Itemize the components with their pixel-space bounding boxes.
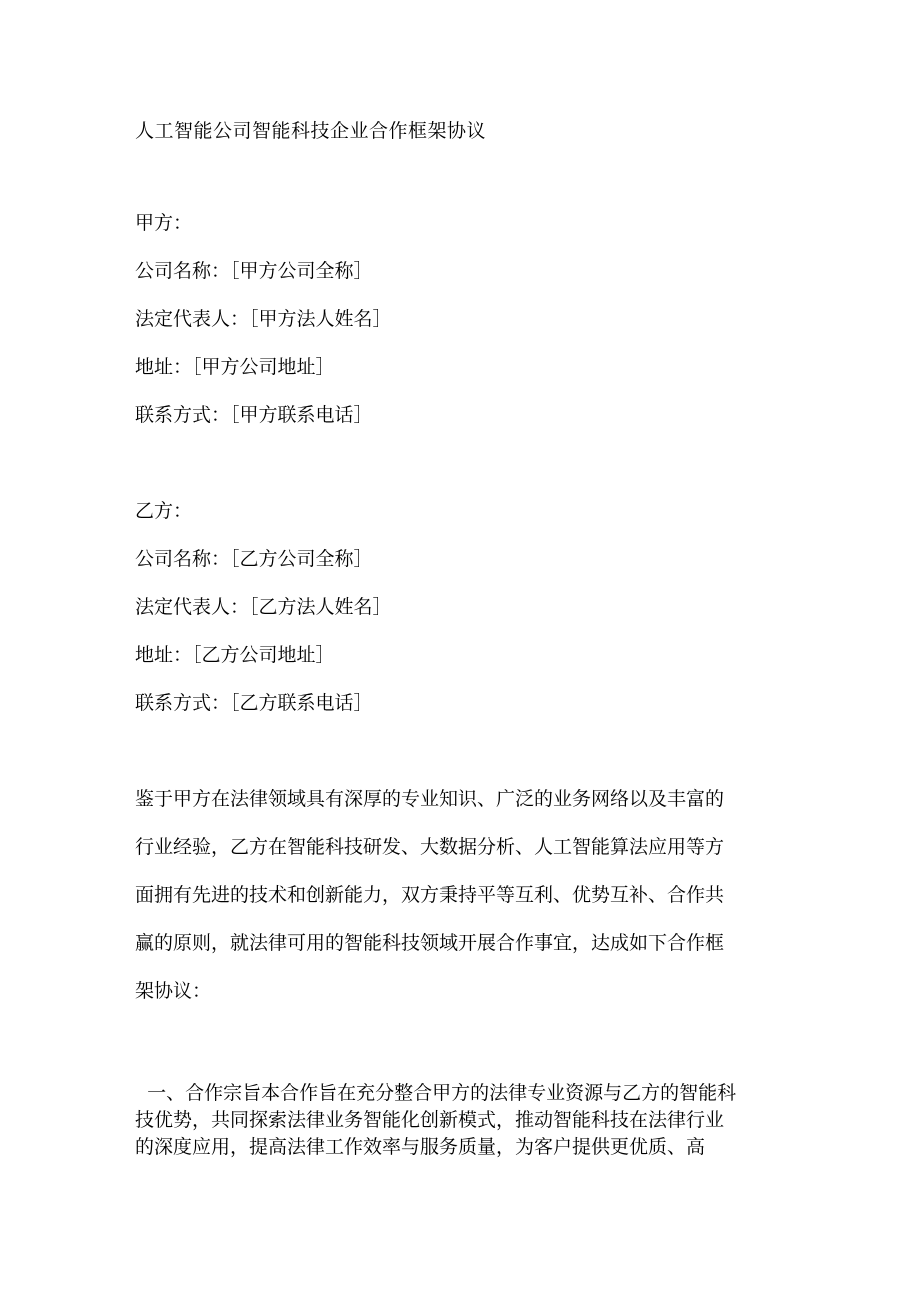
section-one-line: 的深度应用，提高法律工作效率与服务质量，为客户提供更优质、高: [135, 1136, 706, 1158]
party-a-contact: 联系方式：［甲方联系电话］: [135, 404, 373, 426]
preamble-line: 面拥有先进的技术和创新能力，双方秉持平等互利、优势互补、合作共: [135, 884, 725, 906]
party-b-representative: 法定代表人：［乙方法人姓名］: [135, 596, 392, 618]
party-a-heading: 甲方：: [135, 212, 193, 234]
party-a-representative: 法定代表人：［甲方法人姓名］: [135, 308, 392, 330]
party-b-contact: 联系方式：［乙方联系电话］: [135, 692, 373, 714]
preamble-line: 架协议：: [135, 980, 212, 1002]
preamble-line: 行业经验，乙方在智能科技研发、大数据分析、人工智能算法应用等方: [135, 836, 725, 858]
party-a-address: 地址：［甲方公司地址］: [135, 356, 335, 378]
document-title: 人工智能公司智能科技企业合作框架协议: [135, 120, 487, 142]
party-b-company: 公司名称：［乙方公司全称］: [135, 548, 373, 570]
party-b-heading: 乙方：: [135, 500, 193, 522]
party-a-company: 公司名称：［甲方公司全称］: [135, 260, 373, 282]
preamble-line: 鉴于甲方在法律领域具有深厚的专业知识、广泛的业务网络以及丰富的: [135, 788, 725, 810]
party-b-address: 地址：［乙方公司地址］: [135, 644, 335, 666]
section-one-line: 一、合作宗旨本合作旨在充分整合甲方的法律专业资源与乙方的智能科: [135, 1082, 737, 1104]
preamble-line: 赢的原则，就法律可用的智能科技领域开展合作事宜，达成如下合作框: [135, 932, 725, 954]
section-one-line: 技优势，共同探索法律业务智能化创新模式，推动智能科技在法律行业: [135, 1109, 725, 1131]
